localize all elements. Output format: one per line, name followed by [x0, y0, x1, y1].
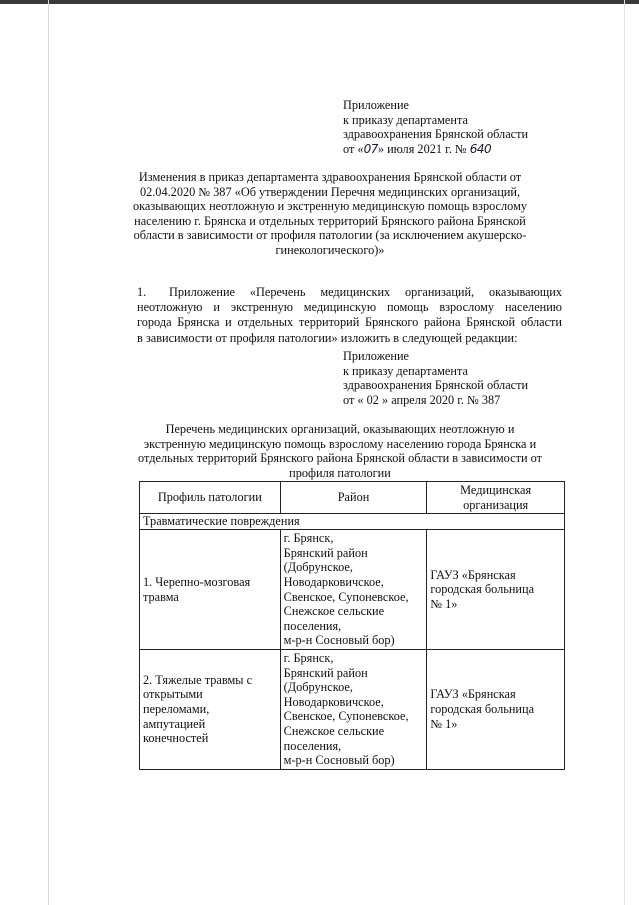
section-title: Травматические повреждения	[140, 514, 565, 530]
appendix-department: здравоохранения Брянской области	[343, 127, 529, 142]
cell-line: ГАУЗ «Брянская	[430, 567, 516, 582]
cell-profile	[140, 530, 281, 650]
cell-line: Брянский район	[283, 545, 368, 560]
cell-line: № 1»	[430, 716, 458, 731]
date-middle: » июля 2021 г. №	[377, 141, 467, 156]
section-row	[140, 514, 565, 530]
cell-line: м-р-н Сосновый бор)	[283, 633, 395, 648]
cell-line: городская больница	[430, 702, 535, 717]
list-title	[120, 422, 560, 480]
handwritten-number: 640	[469, 141, 492, 156]
cell-line: Свенское, Супоневское,	[283, 589, 409, 604]
changes-title-line: оказывающих неотложную и экстренную медицинскую помощь взрослому	[133, 199, 527, 214]
scan-edge-right	[624, 0, 625, 905]
changes-title-line: области в зависимости от профиля патологии (за исключением акушерско-	[133, 228, 527, 243]
appendix-header-2	[343, 349, 528, 407]
header-organization	[427, 482, 565, 514]
handwritten-day: 07	[363, 141, 378, 156]
scan-fold-line	[48, 0, 49, 905]
cell-line: переломами,	[143, 702, 210, 717]
appendix-department: здравоохранения Брянской области	[343, 378, 529, 393]
list-title-line: Перечень медицинских организаций, оказывающих неотложную и	[165, 422, 515, 436]
cell-line: поселения,	[283, 618, 342, 633]
appendix-date-line: от « 02 » апреля 2020 г. № 387	[343, 392, 501, 407]
list-title-line: отдельных территорий Брянского района Брянской области в зависимости от	[138, 451, 542, 466]
appendix-label: Приложение	[343, 98, 409, 112]
cell-organization	[427, 530, 565, 650]
table-row	[140, 649, 565, 769]
header-org-line: Медицинская	[460, 483, 532, 497]
cell-line: № 1»	[430, 596, 458, 611]
header-district: Район	[280, 482, 427, 514]
changes-title-line: Изменения в приказ департамента здравоохранения Брянской области от	[138, 170, 522, 184]
cell-line: (Добрунское,	[283, 560, 353, 575]
list-title-line: профиля патологии	[289, 465, 391, 480]
cell-line: м-р-н Сосновый бор)	[283, 753, 395, 768]
cell-line: Новодарковичское,	[283, 574, 384, 589]
paragraph-line: города Брянска и отдельных территорий Брянского района Брянской области	[137, 315, 562, 330]
scan-edge-top	[0, 0, 639, 4]
header-profile: Профиль патологии	[140, 482, 281, 514]
paragraph-line: в зависимости от профиля патологии» изложить в следующей редакции:	[137, 330, 518, 345]
cell-line: Новодарковичское,	[283, 694, 384, 709]
cell-line: ампутацией	[143, 716, 206, 731]
cell-line: Брянский район	[283, 665, 368, 680]
cell-line: ГАУЗ «Брянская	[430, 687, 516, 702]
cell-line: г. Брянск,	[283, 531, 334, 546]
cell-line: (Добрунское,	[283, 680, 353, 695]
appendix-order-ref: к приказу департамента	[343, 112, 468, 127]
cell-line: открытыми	[143, 687, 203, 702]
cell-profile	[140, 649, 281, 769]
changes-title-line: гинекологического)»	[275, 242, 385, 257]
cell-line: Свенское, Супоневское,	[283, 709, 409, 724]
cell-line: конечностей	[143, 731, 209, 746]
changes-title-line: населению г. Брянска и отдельных территорий Брянского района Брянской	[134, 213, 526, 228]
changes-title	[110, 170, 550, 258]
paragraph-line: неотложную и экстренную медицинскую помощь взрослому населению	[137, 300, 562, 315]
date-prefix: от «	[343, 141, 364, 156]
cell-line: 1. Черепно-мозговая	[143, 574, 251, 589]
appendix-label: Приложение	[343, 349, 409, 363]
cell-line: поселения,	[283, 738, 342, 753]
cell-line: 2. Тяжелые травмы с	[143, 672, 253, 687]
list-title-line: экстренную медицинскую помощь взрослому населению города Брянска и	[143, 436, 537, 451]
cell-line: травма	[143, 589, 179, 604]
cell-line: Снежское сельские	[283, 604, 385, 619]
pathology-table	[139, 481, 565, 770]
cell-organization	[427, 649, 565, 769]
cell-district	[280, 649, 427, 769]
table-row	[140, 530, 565, 650]
cell-line: городская больница	[430, 582, 535, 597]
appendix-order-ref: к приказу департамента	[343, 363, 468, 378]
cell-line: Снежское сельские	[283, 723, 385, 738]
paragraph-number: 1.	[137, 285, 147, 299]
cell-line: г. Брянск,	[283, 650, 334, 665]
appendix-header	[343, 98, 528, 156]
table-header-row	[140, 482, 565, 514]
appendix-date-line	[343, 142, 528, 157]
cell-district	[280, 530, 427, 650]
paragraph-line: Приложение «Перечень медицинских организаций, оказывающих	[169, 285, 562, 299]
paragraph-1	[137, 285, 562, 346]
header-org-line: организация	[463, 497, 529, 512]
changes-title-line: 02.04.2020 № 387 «Об утверждении Перечня медицинских организаций,	[139, 184, 521, 199]
